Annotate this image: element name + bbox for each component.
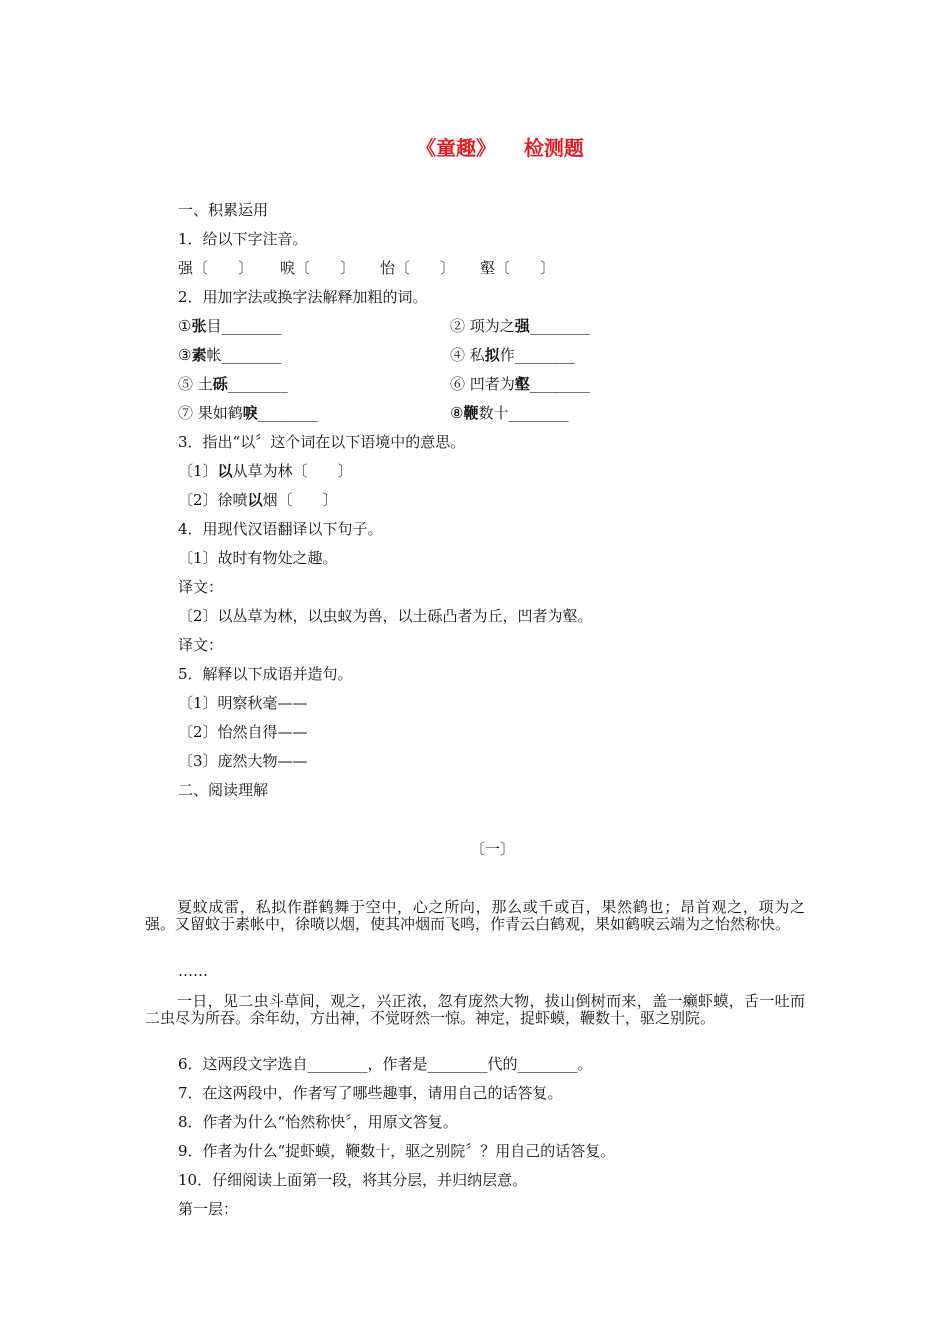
- bold-word: 素: [191, 346, 207, 364]
- bold-word: 以: [217, 462, 233, 480]
- q2-item-suffix: ________: [529, 375, 590, 393]
- q3-item-prefix: 〔1〕: [178, 462, 218, 480]
- q2-item-suffix: ________: [227, 375, 288, 393]
- q2-item-suffix: 数十________: [478, 404, 569, 422]
- pinyin-item: 唳〔 〕: [280, 259, 356, 277]
- q3-item-suffix: 从草为林〔 〕: [232, 462, 353, 480]
- idiom-item: 〔2〕怡然自得——: [178, 723, 308, 741]
- section-heading-1: 一、积累运用: [178, 201, 269, 219]
- section-heading-2: 二、阅读理解: [178, 781, 269, 799]
- question-2: 2．用加字法或换字法解释加粗的词。: [178, 288, 428, 306]
- q2-item-suffix: ________: [257, 404, 318, 422]
- passage-paragraph-1: 夏蚊成雷，私拟作群鹤舞于空中，心之所向，那么或千或百，果然鹤也；昂首观之，项为之强。又留蚊于素帐中，徐喷以烟，使其冲烟而飞鸣，作青云白鹤观，果如鹤唳云端为之怡然称快。: [145, 898, 805, 933]
- bold-word: 以: [247, 491, 263, 509]
- q3-item: [178, 461, 353, 481]
- pinyin-item: 怡〔 〕: [380, 259, 456, 277]
- passage-part-label: 〔一〕: [469, 840, 515, 858]
- question-5: 5．解释以下成语并造句。: [178, 665, 353, 683]
- translation-label: 译文：: [178, 578, 224, 596]
- q2-item-prefix: ③: [178, 346, 192, 364]
- q2-item-suffix: 目________: [206, 317, 282, 335]
- idiom-item: 〔1〕明察秋毫——: [178, 694, 308, 712]
- q2-item: [450, 403, 568, 423]
- question-7: 7．在这两段中，作者写了哪些趣事，请用自己的话答复。: [178, 1084, 563, 1102]
- layer-label: 第一层：: [178, 1200, 239, 1218]
- bold-word: 拟: [484, 346, 500, 364]
- bold-word: 鞭: [463, 404, 479, 422]
- q2-item: [450, 345, 575, 365]
- q2-item-prefix: ④ 私: [450, 346, 485, 364]
- q2-item-prefix: ⑧: [450, 404, 464, 422]
- pinyin-item: 强〔 〕: [178, 259, 254, 277]
- q2-item-prefix: ⑥ 凹者为: [450, 375, 515, 393]
- q2-item-prefix: ② 项为之: [450, 317, 515, 335]
- q2-item-prefix: ⑦ 果如鹤: [178, 404, 243, 422]
- q2-item: [178, 374, 288, 394]
- q2-item-suffix: 作________: [499, 346, 575, 364]
- q2-item: [450, 316, 590, 336]
- passage-paragraph-2: 一日，见二虫斗草间，观之，兴正浓，忽有庞然大物，拔山倒树而来，盖一癞虾蟆，舌一吐而二虫尽为所吞。余年幼，方出神，不觉呀然一惊。神定，捉虾蟆，鞭数十，驱之别院。: [145, 992, 805, 1027]
- bold-word: 强: [514, 317, 530, 335]
- q2-item: [178, 316, 281, 336]
- idiom-item: 〔3〕庞然大物——: [178, 752, 308, 770]
- q2-item-suffix: ________: [529, 317, 590, 335]
- question-4: 4．用现代汉语翻译以下句子。: [178, 520, 383, 538]
- q2-item-prefix: ①: [178, 317, 192, 335]
- question-6: 6．这两段文字选自________，作者是________代的________。: [178, 1055, 593, 1073]
- bold-word: 唳: [242, 404, 258, 422]
- q3-item: [178, 490, 338, 510]
- q2-item-suffix: 帐________: [206, 346, 282, 364]
- page-title: 《童趣》 检测题: [416, 136, 584, 160]
- q2-item: [178, 403, 318, 423]
- q3-item-prefix: 〔2〕徐喷: [178, 491, 248, 509]
- bold-word: 砾: [212, 375, 228, 393]
- ellipsis: ……: [178, 962, 208, 980]
- q2-item: [178, 345, 281, 365]
- bold-word: 壑: [514, 375, 530, 393]
- question-1: 1．给以下字注音。: [178, 230, 308, 248]
- pinyin-item: 壑〔 〕: [480, 259, 556, 277]
- translation-label: 译文：: [178, 636, 224, 654]
- question-8: 8．作者为什么“怡然称快〞，用原文答复。: [178, 1113, 458, 1131]
- q3-item-suffix: 烟〔 〕: [262, 491, 338, 509]
- q4-sentence-1: 〔1〕故时有物处之趣。: [178, 549, 338, 567]
- q2-item: [450, 374, 590, 394]
- question-9: 9．作者为什么“捉虾蟆，鞭数十，驱之别院〞？用自己的话答复。: [178, 1142, 616, 1160]
- question-10: 10．仔细阅读上面第一段，将其分层，并归纳层意。: [178, 1171, 528, 1189]
- q2-item-prefix: ⑤ 土: [178, 375, 213, 393]
- q4-sentence-2: 〔2〕以丛草为林，以虫蚁为兽，以土砾凸者为丘，凹者为壑。: [178, 607, 593, 625]
- bold-word: 张: [191, 317, 207, 335]
- question-3: 3．指出“以〞这个词在以下语境中的意思。: [178, 433, 466, 451]
